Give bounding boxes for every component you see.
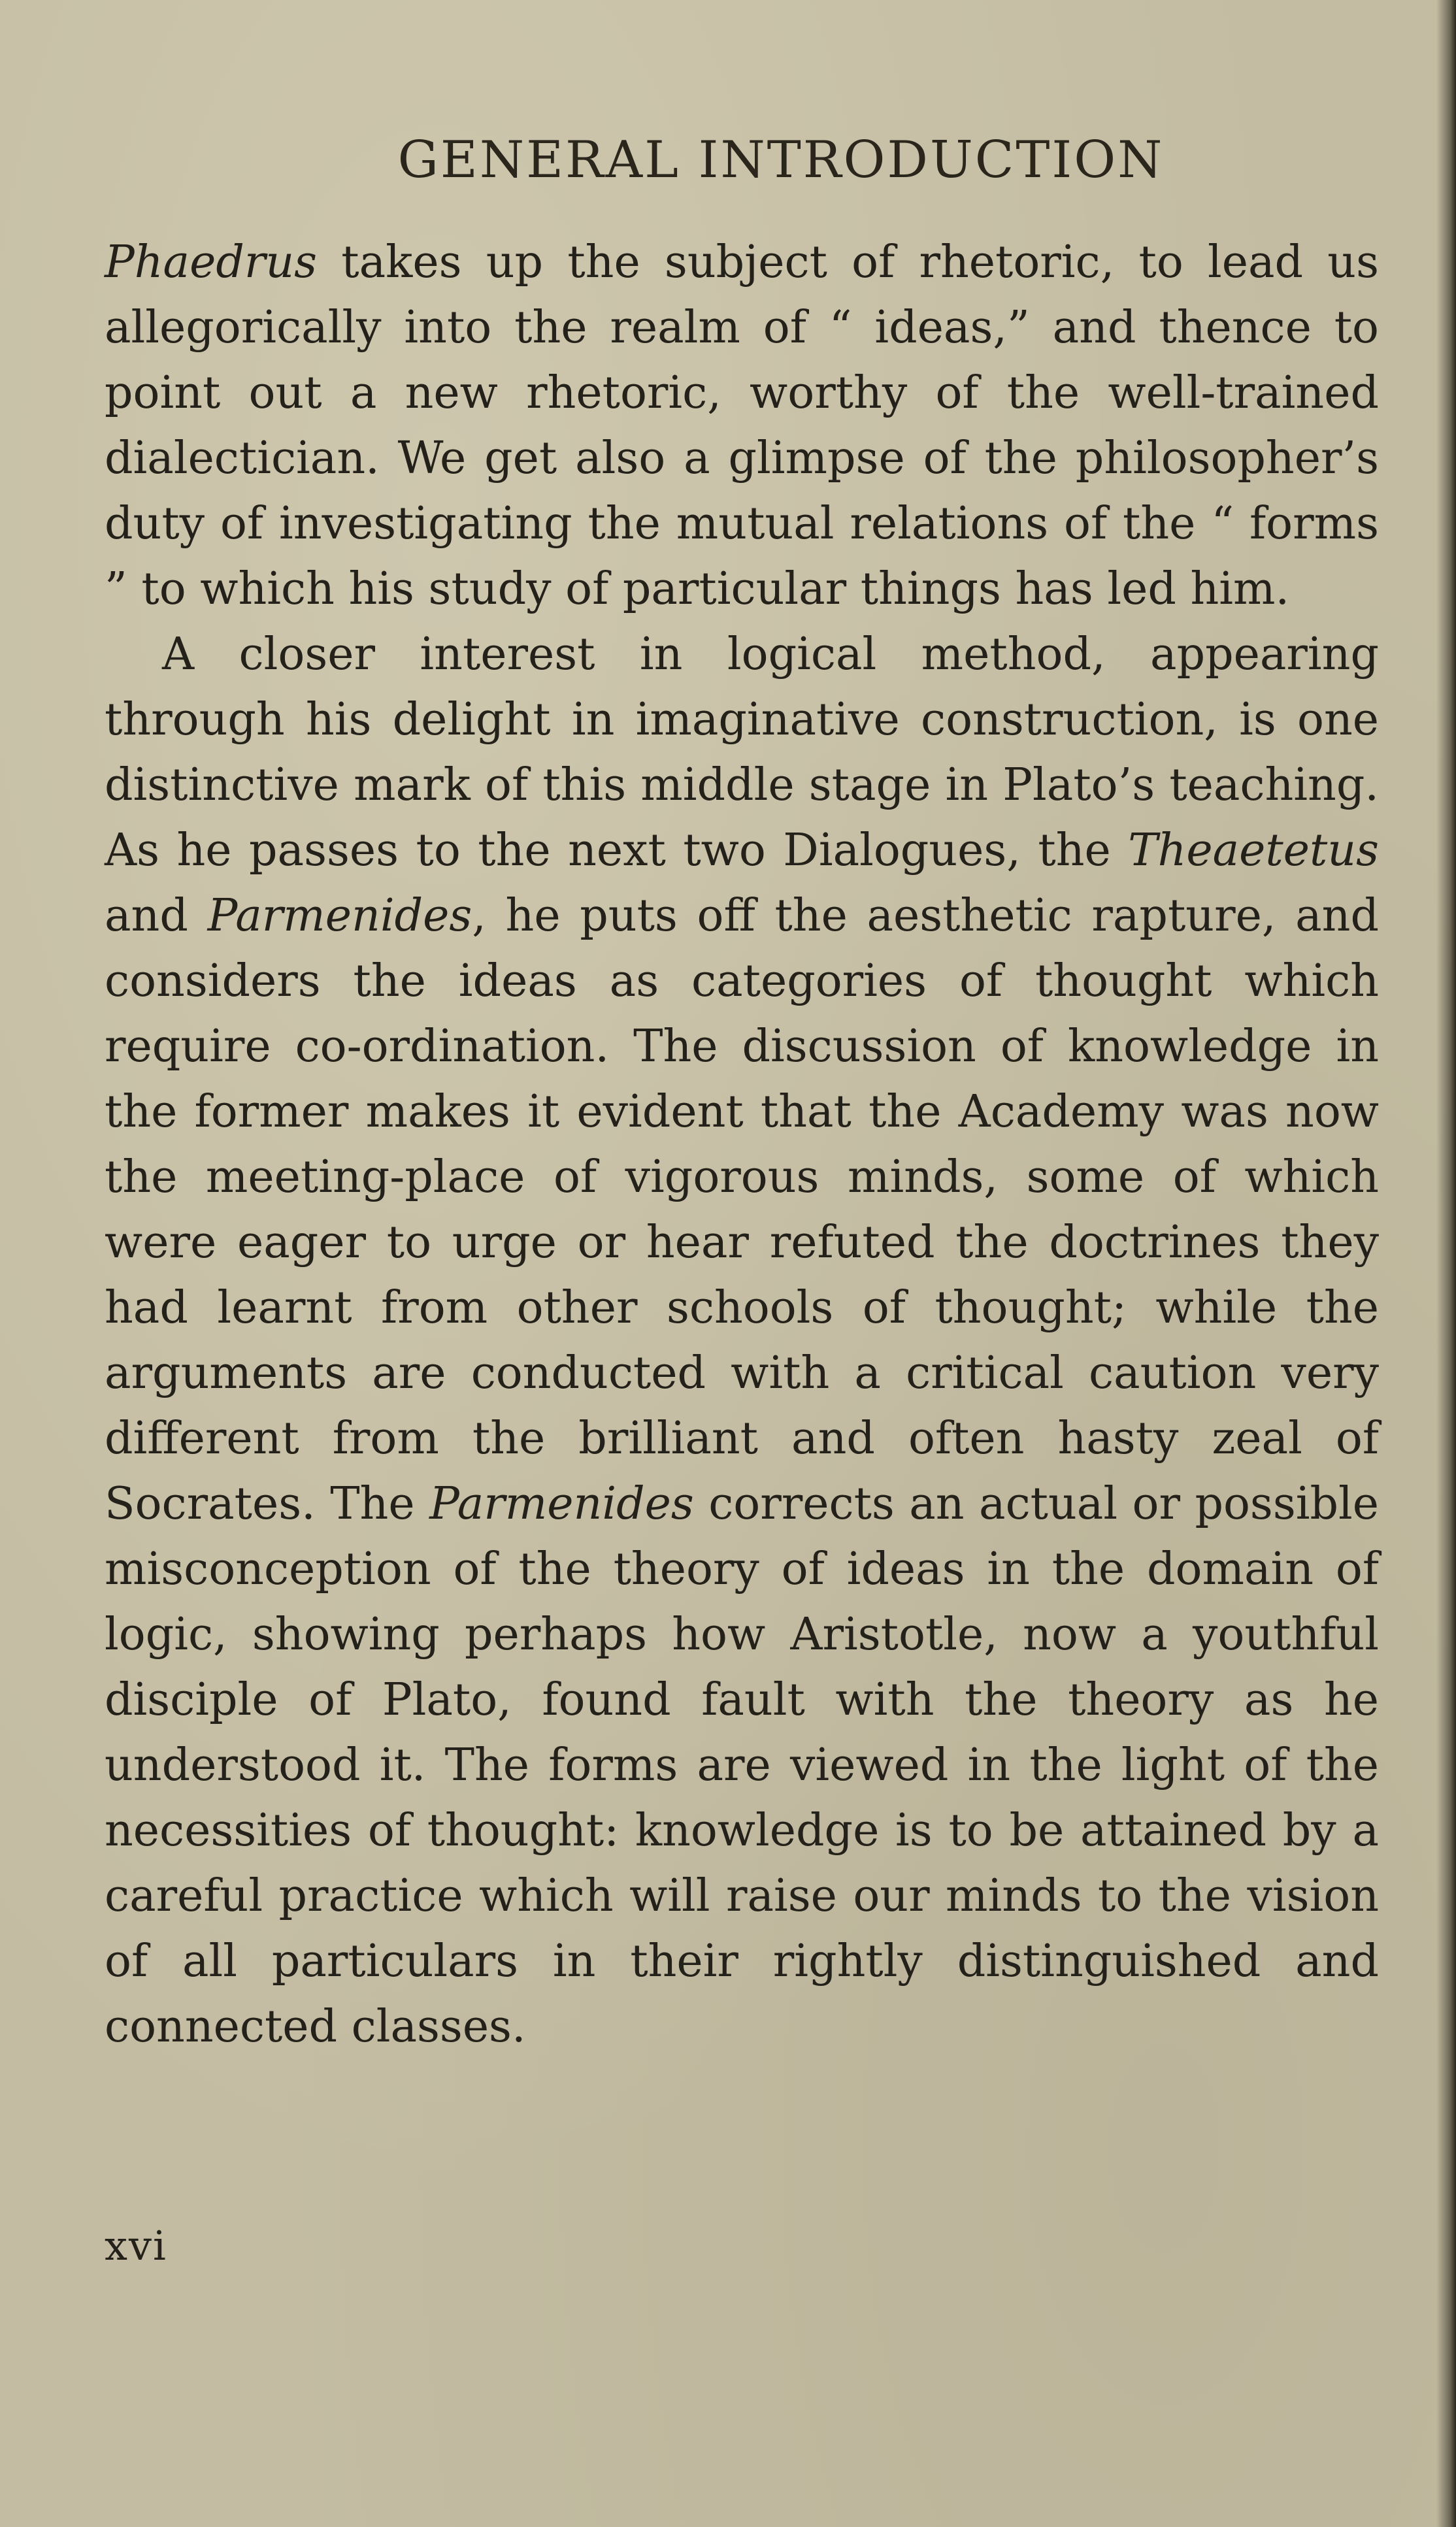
text-run: corrects an actual or possible misconception of the theory of ideas in the domain of logic, showing perhaps how Aristotle, now a youthful disciple of Plato, found fault with the theory as he understood it. The forms are viewed in the light of the necessities of thought: knowledge is to be attained by a careful practice which will raise our minds to the vision of all particulars in their rightly distinguished and connected classes. xyxy=(105,1478,1379,2053)
book-page xyxy=(105,131,1379,2060)
body-text xyxy=(105,230,1379,2060)
page-number: xvi xyxy=(105,2222,167,2270)
text-run: and xyxy=(105,890,208,942)
running-head: GENERAL INTRODUCTION xyxy=(397,131,1165,190)
text-run: A closer interest in logical method, appearing through his delight in imaginative construction, is one distinctive mark of this middle stage in Plato’s teaching. As he passes to the next two Dialogues, the xyxy=(105,629,1379,876)
paragraph-1 xyxy=(105,230,1379,622)
italic-title: Parmenides xyxy=(429,1478,694,1530)
italic-title: Phaedrus xyxy=(105,237,318,288)
text-run: takes up the subject of rhetoric, to lead us allegorically into the realm of “ ideas,” and thence to point out a new rhetoric, worthy of the well-trained dialectician. We get also a glimpse of the philosopher’s duty of investigating the mutual relations of the “ forms ” to which his study of particular things has led him. xyxy=(105,237,1379,615)
italic-title: Theaetetus xyxy=(1128,825,1379,876)
text-run: , he puts off the aesthetic rapture, and considers the ideas as categories of thought which require co-ordination. The discussion of knowledge in the former makes it evident that the Academy was now the meeting-place of vigorous minds, some of which were eager to urge or hear refuted the doctrines they had learnt from other schools of thought; while the arguments are conducted with a critical caution very different from the brilliant and often hasty zeal of Socrates. The xyxy=(105,890,1380,1530)
paragraph-2 xyxy=(105,622,1379,2060)
page-edge-shadow xyxy=(1436,0,1456,2527)
italic-title: Parmenides xyxy=(207,890,472,942)
